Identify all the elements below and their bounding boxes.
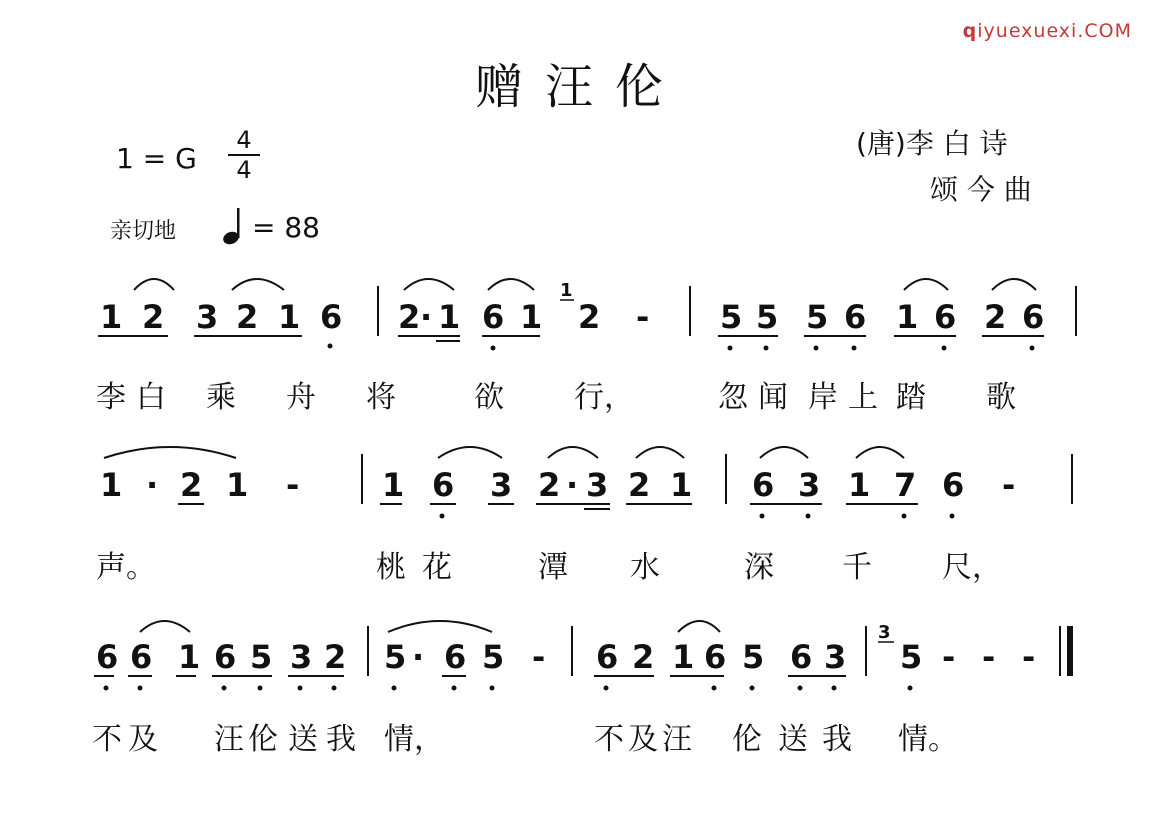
svg-text:6: 6 [790, 638, 813, 676]
svg-text:·: · [412, 638, 425, 676]
svg-text:1: 1 [382, 466, 405, 504]
svg-text:·: · [146, 466, 159, 504]
svg-text:2: 2 [236, 298, 259, 336]
svg-text:1: 1 [848, 466, 871, 504]
key-signature: 1 = G [116, 142, 197, 175]
svg-text:1: 1 [178, 638, 201, 676]
staff-line-1 [98, 279, 1076, 351]
svg-text:2: 2 [324, 638, 347, 676]
expression-mark: 亲切地 [110, 219, 177, 244]
grace-note-1: 1 [560, 280, 573, 301]
svg-text:5: 5 [900, 638, 923, 676]
svg-text:6: 6 [1022, 298, 1045, 336]
svg-text:1: 1 [438, 298, 461, 336]
svg-text:6: 6 [934, 298, 957, 336]
svg-text:2: 2 [538, 466, 561, 504]
svg-text:3: 3 [290, 638, 313, 676]
svg-text:5: 5 [250, 638, 273, 676]
svg-text:3: 3 [798, 466, 821, 504]
svg-text:2: 2 [180, 466, 203, 504]
svg-text:5: 5 [384, 638, 407, 676]
svg-text:6: 6 [444, 638, 467, 676]
svg-text:6: 6 [704, 638, 727, 676]
svg-text:2: 2 [628, 466, 651, 504]
svg-text:3: 3 [490, 466, 513, 504]
svg-text:-: - [532, 638, 546, 676]
svg-text:6: 6 [214, 638, 237, 676]
svg-text:6: 6 [844, 298, 867, 336]
staff-line-3 [94, 621, 1070, 691]
svg-text:6: 6 [130, 638, 153, 676]
svg-text:6: 6 [752, 466, 775, 504]
svg-text:·: · [566, 466, 579, 504]
staff-line-2 [100, 447, 1072, 519]
watermark-text: qiyuexuexi.COM [962, 20, 1132, 42]
svg-text:2: 2 [632, 638, 655, 676]
svg-text:7: 7 [894, 466, 917, 504]
svg-text:5: 5 [756, 298, 779, 336]
svg-text:1: 1 [100, 466, 123, 504]
svg-text:-: - [982, 638, 996, 676]
svg-text:1: 1 [672, 638, 695, 676]
svg-text:-: - [636, 298, 650, 336]
svg-text:1: 1 [670, 466, 693, 504]
svg-text:6: 6 [482, 298, 505, 336]
svg-text:6: 6 [96, 638, 119, 676]
svg-text:1: 1 [896, 298, 919, 336]
lyricist-credit: (唐)李 白 诗 [856, 127, 1008, 160]
svg-text:2: 2 [142, 298, 165, 336]
svg-text:2: 2 [398, 298, 421, 336]
song-title: 赠汪伦 [474, 59, 685, 115]
svg-text:6: 6 [596, 638, 619, 676]
svg-text:5: 5 [806, 298, 829, 336]
svg-text:1: 1 [520, 298, 543, 336]
time-sig-top: 4 [236, 126, 252, 154]
svg-text:5: 5 [742, 638, 765, 676]
svg-text:1: 1 [278, 298, 301, 336]
svg-text:2: 2 [984, 298, 1007, 336]
svg-text:6: 6 [320, 298, 343, 336]
svg-text:5: 5 [482, 638, 505, 676]
tempo-value: = 88 [252, 211, 320, 244]
svg-text:1: 1 [100, 298, 123, 336]
svg-text:·: · [420, 298, 433, 336]
svg-text:6: 6 [942, 466, 965, 504]
grace-note-3: 3 [878, 622, 891, 643]
svg-text:3: 3 [586, 466, 609, 504]
svg-text:5: 5 [720, 298, 743, 336]
svg-text:2: 2 [578, 298, 601, 336]
composer-credit: 颂 今 曲 [930, 173, 1032, 206]
svg-text:-: - [286, 466, 300, 504]
svg-text:-: - [942, 638, 956, 676]
svg-text:6: 6 [432, 466, 455, 504]
svg-text:3: 3 [196, 298, 219, 336]
svg-text:1: 1 [226, 466, 249, 504]
svg-text:-: - [1022, 638, 1036, 676]
time-sig-bottom: 4 [236, 156, 252, 184]
svg-text:3: 3 [824, 638, 847, 676]
svg-text:-: - [1002, 466, 1016, 504]
